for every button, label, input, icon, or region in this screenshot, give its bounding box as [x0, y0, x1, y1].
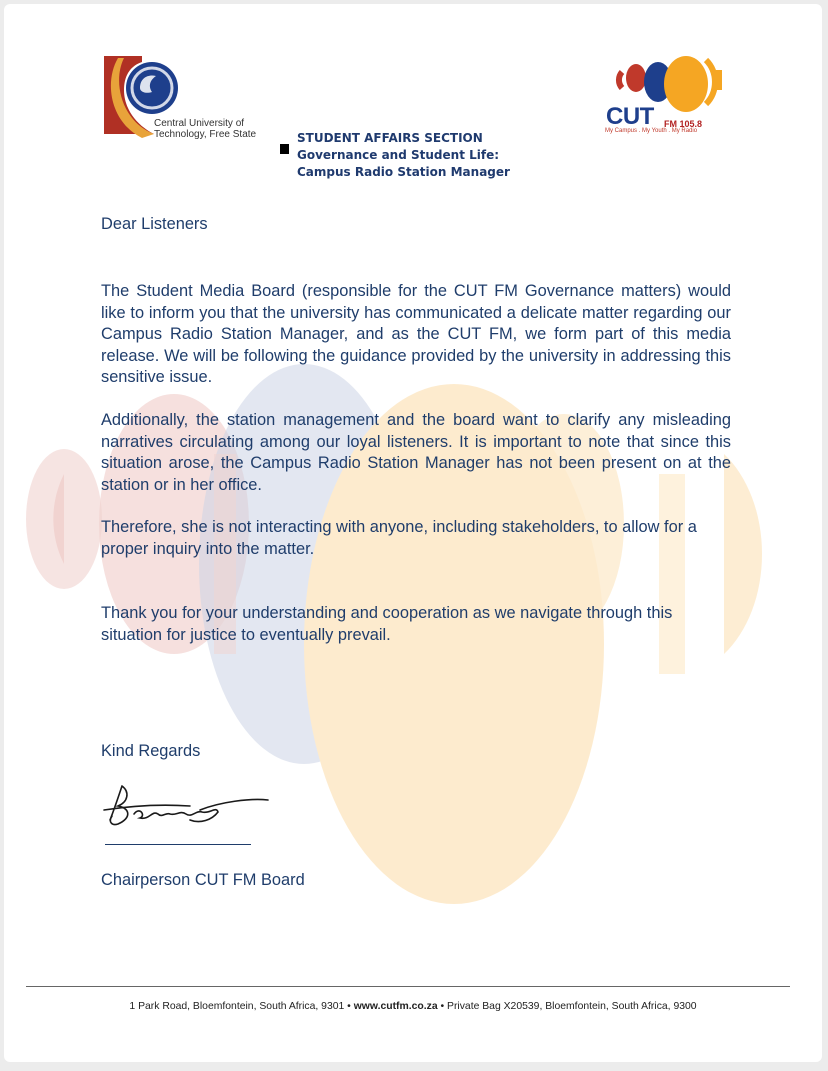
section-title: STUDENT AFFAIRS SECTION — [297, 131, 483, 145]
station-brand: CUT — [606, 103, 654, 130]
signature-line — [105, 844, 251, 845]
footer-address: 1 Park Road, Bloemfontein, South Africa, 9301 — [129, 1001, 345, 1012]
section-heading — [297, 130, 510, 181]
footer — [4, 1001, 822, 1012]
paragraph-2: Additionally, the station management and the board want to clarify any misleading narratives circulating among our loyal listeners. It is important to note that since this situation arose, the Campus Radio Station Manager has not been present on at the station or in her office. — [101, 411, 731, 494]
footer-postal: Private Bag X20539, Bloemfontein, South Africa, 9300 — [447, 1001, 697, 1012]
section-subtitle-2: Campus Radio Station Manager — [297, 165, 510, 179]
footer-divider — [26, 986, 790, 987]
university-name-line1: Central University of — [154, 118, 245, 129]
closing: Kind Regards — [101, 742, 201, 760]
section-subtitle-1: Governance and Student Life: — [297, 148, 500, 162]
footer-website-link[interactable]: www.cutfm.co.za — [353, 1001, 438, 1012]
university-name-line2: Technology, Free State — [154, 129, 257, 140]
paragraph-1: The Student Media Board (responsible for the CUT FM Governance matters) would like to inform you that the university has communicated a delicate matter regarding our Campus Radio Station Manager, and as the CUT FM, we form part of this media release. We will be following the guidance provided by the university in addressing this sensitive issue. — [101, 282, 731, 386]
signature — [100, 776, 280, 836]
station-frequency: FM 105.8 — [664, 119, 703, 129]
paragraph-3: Therefore, she is not interacting with anyone, including stakeholders, to allow for a proper inquiry into the matter. — [101, 518, 697, 558]
signatory: Chairperson CUT FM Board — [101, 871, 305, 889]
salutation: Dear Listeners — [101, 215, 208, 233]
paragraph-4: Thank you for your understanding and cooperation as we navigate through this situation for justice to eventually prevail. — [101, 604, 673, 644]
station-tagline: My Campus . My Youth . My Radio — [605, 128, 698, 134]
university-name — [154, 118, 256, 140]
letter-page — [4, 4, 822, 1062]
section-bullet-icon — [280, 144, 289, 154]
footer-separator: • — [440, 1001, 445, 1012]
footer-separator: • — [347, 1001, 351, 1012]
